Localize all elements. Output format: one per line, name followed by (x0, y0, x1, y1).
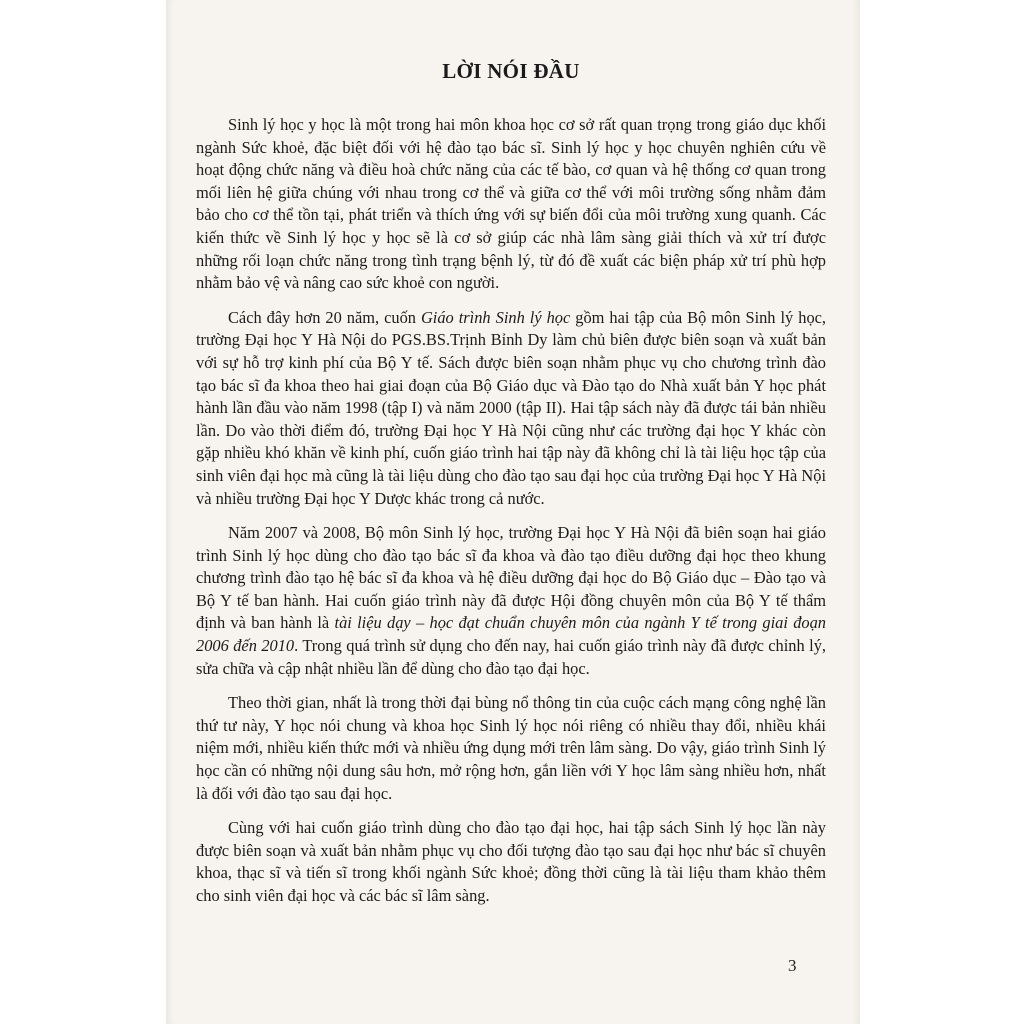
paragraph-text: Cùng với hai cuốn giáo trình dùng cho đào tạo đại học, hai tập sách Sinh lý học lần này được biên soạn và xuất bản nhằm phục vụ cho đối tượng đào tạo sau đại học như bác sĩ chuyên khoa, thạc sĩ và tiến sĩ trong khối ngành Sức khoẻ; đồng thời cũng là tài liệu tham khảo thêm cho sinh viên đại học và các bác sĩ lâm sàng. (196, 818, 826, 905)
paragraph (196, 522, 826, 680)
page-title: LỜI NÓI ĐẦU (442, 59, 580, 83)
paragraph-text: Năm 2007 và 2008, Bộ môn Sinh lý học, trường Đại học Y Hà Nội đã biên soạn hai giáo trình Sinh lý học dùng cho đào tạo bác sĩ đa khoa và đào tạo điều dưỡng đại học theo khung chương trình đào tạo hệ bác sĩ đa khoa và hệ điều dưỡng đại học do Bộ Giáo dục – Đào tạo và Bộ Y tế ban hành. Hai cuốn giáo trình này đã được Hội đồng chuyên môn của Bộ Y tế thẩm định và ban hành là (196, 523, 826, 633)
book-page (166, 0, 860, 1024)
paragraph (196, 692, 826, 805)
book-title-italic: Giáo trình Sinh lý học (420, 307, 571, 327)
paragraph-text: gồm hai tập của Bộ môn Sinh lý học, trường Đại học Y Hà Nội do PGS.BS.Trịnh Bỉnh Dy làm chủ biên được biên soạn và xuất bản với sự hỗ trợ kinh phí của Bộ Y tế. Sách được biên soạn nhằm phục vụ cho chương trình đào tạo bác sĩ đa khoa theo hai giai đoạn của Bộ Giáo dục và Đào tạo do Nhà xuất bản Y học phát hành lần đầu vào năm 1998 (tập I) và năm 2000 (tập II). Hai tập sách này đã được tái bản nhiều lần. Do vào thời điểm đó, trường Đại học Y Hà Nội cũng như các trường đại học Y khác còn gặp nhiều khó khăn về kinh phí, cuốn giáo trình hai tập này đã không chỉ là tài liệu học tập của sinh viên đại học mà cũng là tài liệu dùng cho đào tạo sau đại học của trường Đại học Y Hà Nội và nhiều trường Đại học Y Dược khác trong cả nước. (196, 307, 827, 508)
paragraph-text: . Trong quá trình sử dụng cho đến nay, hai cuốn giáo trình này đã được chỉnh lý, sửa chữa và cập nhật nhiều lần để dùng cho đào tạo đại học. (196, 636, 826, 678)
paragraph-text: Sinh lý học y học là một trong hai môn khoa học cơ sở rất quan trọng trong giáo dục khối ngành Sức khoẻ, đặc biệt đối với hệ đào tạo bác sĩ. Sinh lý học y học chuyên nghiên cứu về hoạt động chức năng và điều hoà chức năng của các tế bào, cơ quan và hệ thống cơ quan trong mối liên hệ giữa chúng với nhau trong cơ thể và giữa cơ thể với môi trường sống nhằm đảm bảo cho cơ thể tồn tại, phát triển và thích ứng với sự biến đổi của môi trường xung quanh. Các kiến thức về Sinh lý học y học sẽ là cơ sở giúp các nhà lâm sàng giải thích và xử trí được những rối loạn chức năng trong tình trạng bệnh lý, từ đó đề xuất các biện pháp xử trí phù hợp nhằm bảo vệ và nâng cao sức khoẻ con người. (196, 115, 826, 293)
standard-italic-phrase: tài liệu dạy – học đạt chuẩn chuyên môn của ngành Y tế trong giai đoạn 2006 đến 2010 (196, 613, 826, 656)
paragraph (196, 114, 826, 295)
paragraph (196, 307, 826, 510)
paragraph-text: Cách đây hơn 20 năm, cuốn (228, 307, 421, 327)
page-number: 3 (788, 956, 797, 975)
paragraph-text: Theo thời gian, nhất là trong thời đại bùng nổ thông tin của cuộc cách mạng công nghệ lần thứ tư này, Y học nói chung và khoa học Sinh lý học nói riêng có nhiều thay đổi, nhiều khái niệm mới, nhiều kiến thức mới và nhiều ứng dụng mới trên lâm sàng. Do vậy, giáo trình Sinh lý học cần có những nội dung sâu hơn, mở rộng hơn, gắn liền với Y học lâm sàng nhiều hơn, nhất là đối với đào tạo sau đại học. (196, 693, 826, 803)
paragraph (196, 817, 826, 907)
page-content (196, 58, 826, 920)
